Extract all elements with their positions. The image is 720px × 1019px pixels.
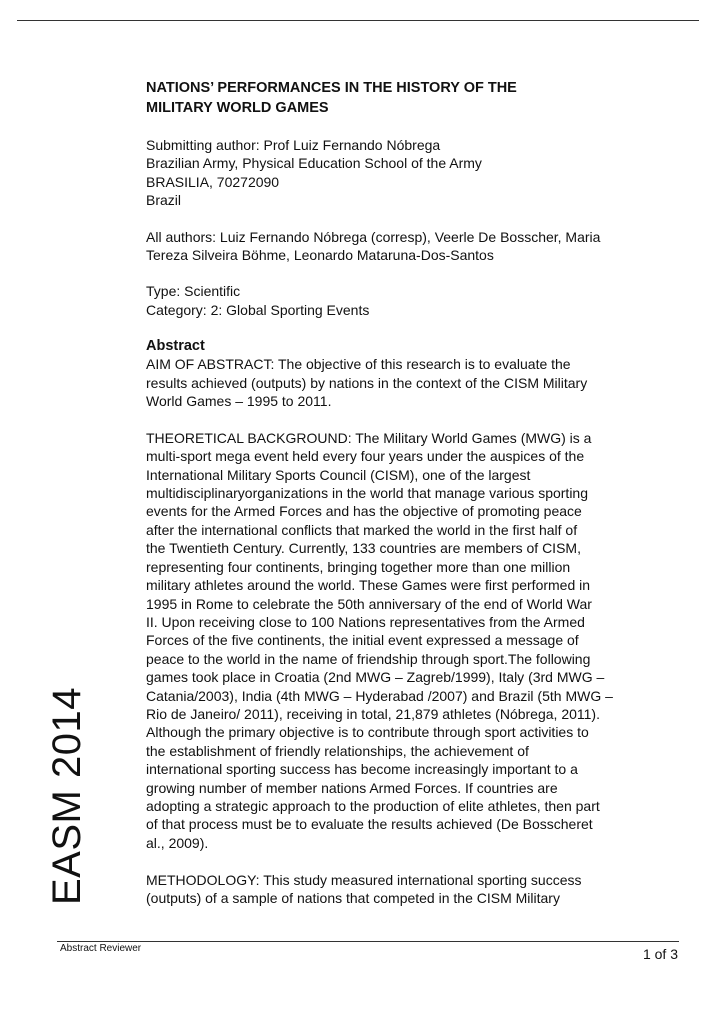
- title-line: MILITARY WORLD GAMES: [146, 100, 329, 116]
- background-line: military athletes around the world. These Games were first performed in: [146, 577, 591, 594]
- background-line: multi-sport mega event held every four years under the auspices of the: [146, 448, 585, 465]
- background-line: THEORETICAL BACKGROUND: The Military World Games (MWG) is a: [146, 429, 592, 446]
- all-authors-block: [146, 228, 666, 265]
- background-line: multidisciplinaryorganizations in the world that manage various sporting: [146, 485, 589, 502]
- authors-line: All authors: Luiz Fernando Nóbrega (corresp), Veerle De Bosscher, Maria: [146, 228, 601, 245]
- background-line: al., 2009).: [146, 834, 209, 851]
- background-line: growing number of member nations Armed Forces. If countries are: [146, 779, 558, 796]
- footer-rule: [57, 941, 679, 942]
- submitting-line: Submitting author: Prof Luiz Fernando Nóbrega: [146, 137, 441, 153]
- background-line: the establishment of friendly relationships, the achievement of: [146, 742, 529, 759]
- background-line: after the international conflicts that marked the world in the first half of: [146, 521, 578, 538]
- abstract-title: [146, 78, 666, 118]
- top-rule: [17, 20, 699, 21]
- authors-line: Tereza Silveira Böhme, Leonardo Mataruna-Dos-Santos: [146, 247, 494, 264]
- side-label-easm: EASM 2014: [45, 687, 89, 905]
- aim-paragraph: [146, 355, 666, 410]
- type-line: Type: Scientific: [146, 283, 241, 300]
- background-line: II. Upon receiving close to 100 Nations representatives from the Armed: [146, 613, 585, 630]
- background-line: Rio de Janeiro/ 2011), receiving in total, 21,879 athletes (Nóbrega, 2011).: [146, 705, 600, 722]
- background-line: adopting a strategic approach to the production of elite athletes, then part: [146, 797, 600, 814]
- background-line: Catania/2003), India (4th MWG – Hyderabad /2007) and Brazil (5th MWG –: [146, 687, 613, 704]
- page-number: 1 of 3: [642, 946, 678, 962]
- background-line: Forces of the five continents, the initial event expressed a message of: [146, 632, 579, 649]
- meta-block: [146, 282, 666, 319]
- background-line: games took place in Croatia (2nd MWG – Zagreb/1999), Italy (3rd MWG –: [146, 669, 605, 686]
- document-body: [146, 78, 666, 926]
- submitting-author-block: [146, 136, 666, 210]
- aim-line: AIM OF ABSTRACT: The objective of this research is to evaluate the: [146, 356, 571, 373]
- footer-reviewer-label: Abstract Reviewer: [60, 943, 142, 954]
- submitting-line: Brazilian Army, Physical Education School of the Army: [146, 155, 482, 172]
- methodology-line: METHODOLOGY: This study measured international sporting success: [146, 871, 582, 888]
- background-paragraph: [146, 429, 666, 852]
- submitting-line: BRASILIA, 70272090: [146, 173, 280, 190]
- background-line: international sporting success has become increasingly important to a: [146, 761, 578, 778]
- title-line: NATIONS’ PERFORMANCES IN THE HISTORY OF THE: [146, 80, 517, 96]
- submitting-line: Brazil: [146, 192, 182, 209]
- background-line: 1995 in Rome to celebrate the 50th anniversary of the end of World War: [146, 595, 592, 612]
- methodology-paragraph: [146, 871, 666, 908]
- background-line: peace to the world in the name of friendship through sport.The following: [146, 650, 591, 667]
- aim-line: World Games – 1995 to 2011.: [146, 393, 332, 410]
- category-line: Category: 2: Global Sporting Events: [146, 301, 370, 318]
- background-line: of that process must be to evaluate the results achieved (De Bosscheret: [146, 816, 593, 833]
- background-line: representing four continents, bringing together more than one million: [146, 558, 571, 575]
- methodology-line: (outputs) of a sample of nations that competed in the CISM Military: [146, 890, 560, 906]
- aim-line: results achieved (outputs) by nations in the context of the CISM Military: [146, 374, 588, 391]
- background-line: Although the primary objective is to contribute through sport activities to: [146, 724, 589, 741]
- background-line: International Military Sports Council (CISM), one of the largest: [146, 466, 531, 483]
- background-line: events for the Armed Forces and has the objective of promoting peace: [146, 503, 582, 520]
- abstract-heading: Abstract: [146, 338, 205, 355]
- background-line: the Twentieth Century. Currently, 133 countries are members of CISM,: [146, 540, 581, 557]
